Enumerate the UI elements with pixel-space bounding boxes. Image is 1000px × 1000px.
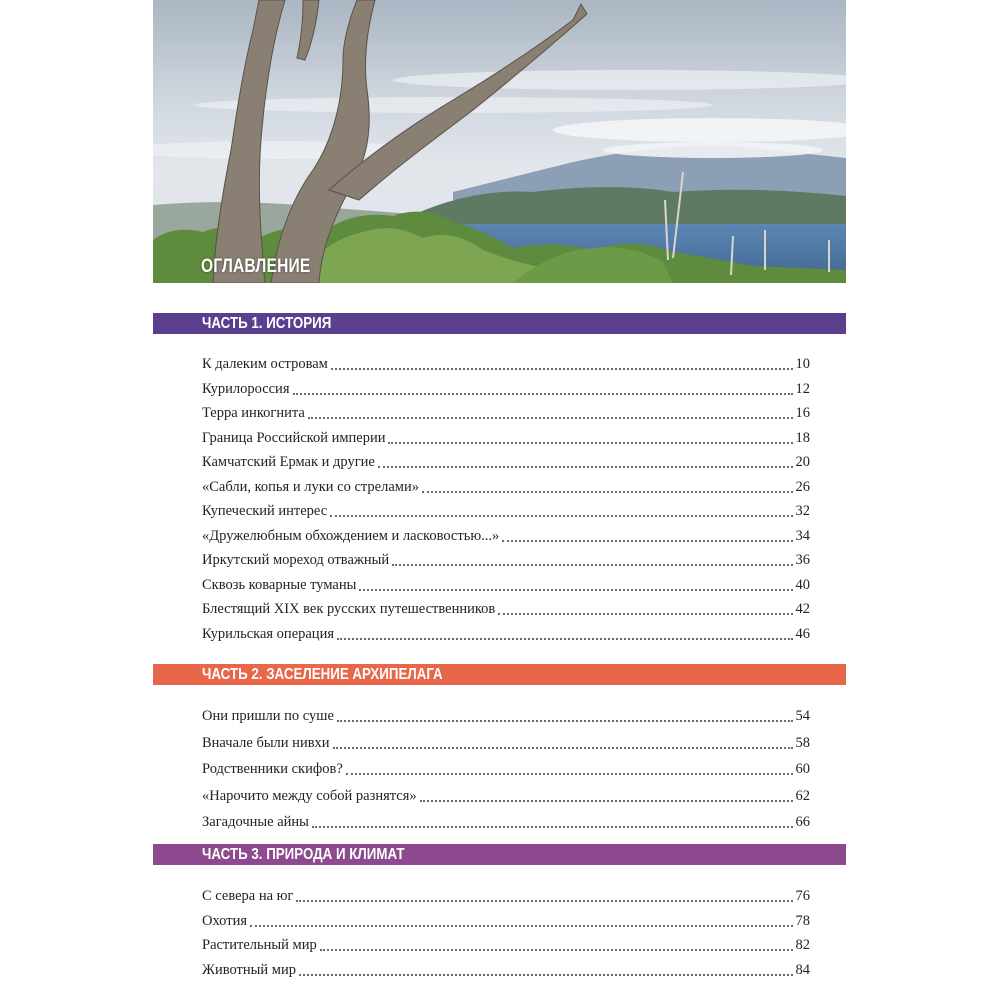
dot-leader — [299, 960, 793, 976]
toc-entry[interactable] — [202, 624, 810, 644]
toc-entry[interactable] — [202, 886, 810, 906]
toc-entry[interactable] — [202, 354, 810, 374]
entry-label: К далеким островам — [202, 356, 328, 372]
entry-page: 20 — [795, 454, 810, 470]
toc-entry[interactable] — [202, 960, 810, 980]
entry-page: 84 — [795, 961, 810, 978]
entry-page: 60 — [795, 761, 810, 777]
section-band — [153, 313, 846, 334]
section-band — [153, 664, 846, 685]
entry-page: 36 — [795, 552, 810, 568]
entry-page: 76 — [795, 888, 810, 904]
dot-leader — [388, 428, 792, 444]
dot-leader — [331, 354, 793, 370]
section-title: ЧАСТЬ 2. ЗАСЕЛЕНИЕ АРХИПЕЛАГА — [202, 666, 443, 683]
entry-label: «Сабли, копья и луки со стрелами» — [202, 478, 419, 495]
entry-page: 62 — [795, 787, 810, 804]
entry-label: Курилороссия — [202, 380, 290, 397]
entry-page: 42 — [795, 601, 810, 617]
toc-entry[interactable] — [202, 812, 810, 832]
toc-entry[interactable] — [202, 526, 810, 546]
dot-leader — [420, 786, 793, 802]
entry-page: 40 — [795, 576, 810, 593]
dot-leader — [330, 501, 792, 517]
section-part-2 — [153, 664, 846, 830]
toc-entry[interactable] — [202, 550, 810, 570]
toc-entry[interactable] — [202, 501, 810, 521]
entry-label: С севера на юг — [202, 888, 294, 904]
dot-leader — [359, 575, 792, 591]
dot-leader — [320, 935, 793, 951]
entry-page: 26 — [795, 478, 810, 495]
entry-label: Камчатский Ермак и другие — [202, 454, 375, 470]
entry-label: Граница Российской империи — [202, 429, 386, 446]
landscape-illustration — [153, 0, 846, 283]
entry-label: Курильская операция — [202, 625, 335, 642]
landscape-photo — [153, 0, 846, 283]
dot-leader — [293, 379, 793, 395]
dot-leader — [296, 886, 792, 902]
toc-entry[interactable] — [202, 706, 810, 726]
entry-label: Растительный мир — [202, 937, 317, 953]
dot-leader — [378, 452, 793, 468]
entry-page: 34 — [795, 527, 810, 544]
toc-entry[interactable] — [202, 428, 810, 448]
toc-title: ОГЛАВЛЕНИЕ — [201, 256, 311, 277]
entry-label: Вначале были нивхи — [202, 734, 330, 751]
dot-leader — [337, 706, 793, 722]
toc-entry[interactable] — [202, 575, 810, 595]
dot-leader — [250, 911, 793, 927]
entry-page: 10 — [795, 356, 810, 372]
entry-page: 78 — [795, 912, 810, 929]
dot-leader — [337, 624, 792, 640]
dot-leader — [308, 403, 793, 419]
dot-leader — [502, 526, 792, 542]
toc-entry[interactable] — [202, 733, 810, 753]
dot-leader — [312, 812, 793, 828]
section-title: ЧАСТЬ 1. ИСТОРИЯ — [202, 315, 332, 332]
dot-leader — [422, 477, 793, 493]
entry-label: Родственники скифов? — [202, 761, 343, 777]
entry-label: Купеческий интерес — [202, 503, 328, 519]
toc-entry[interactable] — [202, 477, 810, 497]
toc-entry[interactable] — [202, 935, 810, 955]
entry-label: Сквозь коварные туманы — [202, 576, 357, 593]
toc-entry[interactable] — [202, 599, 810, 619]
entry-page: 18 — [795, 429, 810, 446]
entry-page: 32 — [795, 503, 810, 519]
entry-label: Загадочные айны — [202, 814, 309, 830]
entry-label: «Дружелюбным обхождением и ласковостью...» — [202, 527, 500, 544]
entry-label: Они пришли по суше — [202, 708, 334, 724]
toc-entry[interactable] — [202, 452, 810, 472]
dot-leader — [498, 599, 792, 615]
entry-label: Животный мир — [202, 961, 296, 978]
entry-page: 54 — [795, 708, 810, 724]
entry-label: Блестящий XIX век русских путешественников — [202, 601, 496, 617]
entry-page: 16 — [795, 405, 810, 421]
toc-entry[interactable] — [202, 786, 810, 806]
section-part-3 — [153, 844, 846, 978]
section-part-1 — [153, 313, 846, 642]
entry-label: Иркутский мореход отважный — [202, 552, 390, 568]
entry-page: 46 — [795, 625, 810, 642]
dot-leader — [392, 550, 792, 566]
dot-leader — [333, 733, 793, 749]
toc-entry[interactable] — [202, 379, 810, 399]
toc-entry[interactable] — [202, 403, 810, 423]
entry-label: «Нарочито между собой разнятся» — [202, 787, 417, 804]
entry-page: 66 — [795, 814, 810, 830]
entry-page: 58 — [795, 734, 810, 751]
entry-page: 82 — [795, 937, 810, 953]
entry-page: 12 — [795, 380, 810, 397]
toc-page — [153, 0, 846, 1000]
toc-entry[interactable] — [202, 911, 810, 931]
section-title: ЧАСТЬ 3. ПРИРОДА И КЛИМАТ — [202, 846, 405, 863]
toc-entry[interactable] — [202, 759, 810, 779]
section-band — [153, 844, 846, 865]
dot-leader — [346, 759, 793, 775]
entry-label: Охотия — [202, 912, 247, 929]
entry-label: Терра инкогнита — [202, 405, 305, 421]
